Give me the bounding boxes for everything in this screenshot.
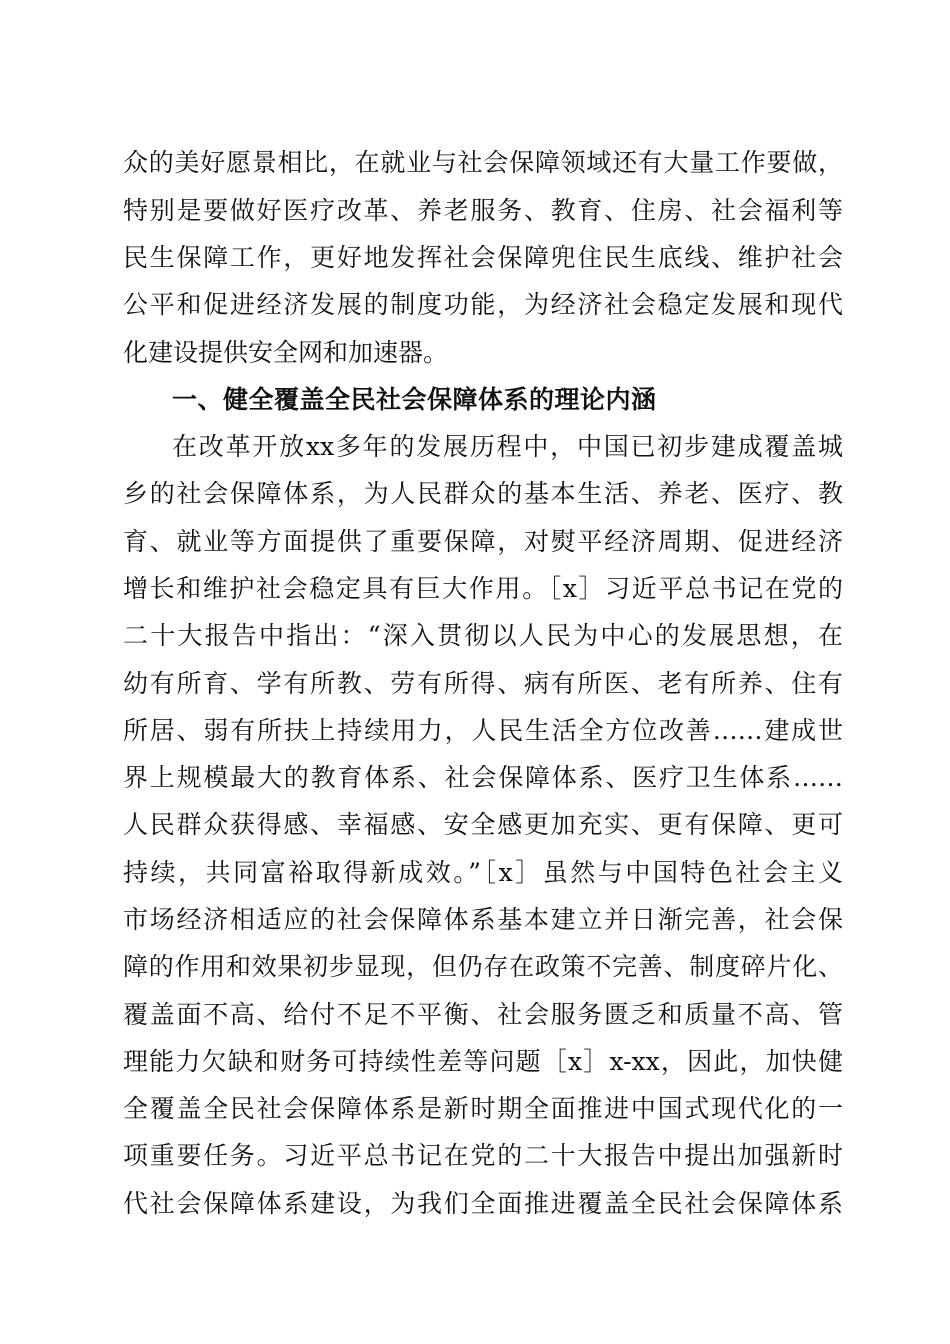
intro-line-3: 民生保障工作，更好地发挥社会保障兜住民生底线、维护社会 [123,243,843,272]
body-line-12: 障的作用和效果初步显现，但仍存在政策不完善、制度碎片化、 [123,952,843,981]
body-line-13: 覆盖面不高、给付不足不平衡、社会服务匮乏和质量不高、管 [123,1000,843,1029]
intro-line-4: 公平和促进经济发展的制度功能，为经济社会稳定发展和现代 [123,290,843,319]
intro-line-1: 众的美好愿景相比，在就业与社会保障领域还有大量工作要做， [123,148,843,177]
section-heading: 一、健全覆盖全民社会保障体系的理论内涵 [172,385,657,414]
body-line-14: 理能力欠缺和财务可持续性差等问题［x］x-xx，因此，加快健 [123,1047,843,1076]
body-line-16: 项重要任务。习近平总书记在党的二十大报告中提出加强新时 [123,1141,843,1170]
body-line-7: 所居、弱有所扶上持续用力，人民生活全方位改善……建成世 [123,716,843,745]
body-line-9: 人民群众获得感、幸福感、安全感更加充实、更有保障、更可 [123,810,843,839]
body-line-15: 全覆盖全民社会保障体系是新时期全面推进中国式现代化的一 [123,1094,843,1123]
intro-line-2: 特别是要做好医疗改革、养老服务、教育、住房、社会福利等 [123,196,843,225]
body-line-5: 二十大报告中指出：“深入贯彻以人民为中心的发展思想，在 [123,621,843,650]
body-line-4: 增长和维护社会稳定具有巨大作用。［x］习近平总书记在党的 [123,574,843,603]
body-line-6: 幼有所育、学有所教、劳有所得、病有所医、老有所养、住有 [123,669,843,698]
body-line-11: 市场经济相适应的社会保障体系基本建立并日渐完善，社会保 [123,905,843,934]
body-line-3: 育、就业等方面提供了重要保障，对熨平经济周期、促进经济 [123,527,843,556]
intro-line-5: 化建设提供安全网和加速器。 [123,338,449,367]
body-line-8: 界上规模最大的教育体系、社会保障体系、医疗卫生体系…… [123,763,843,792]
body-line-2: 乡的社会保障体系，为人民群众的基本生活、养老、医疗、教 [123,479,843,508]
body-line-1: 在改革开放xx多年的发展历程中，中国已初步建成覆盖城 [172,432,843,461]
body-line-17: 代社会保障体系建设，为我们全面推进覆盖全民社会保障体系 [123,1189,843,1218]
body-line-10: 持续，共同富裕取得新成效。”［x］虽然与中国特色社会主义 [123,858,843,887]
